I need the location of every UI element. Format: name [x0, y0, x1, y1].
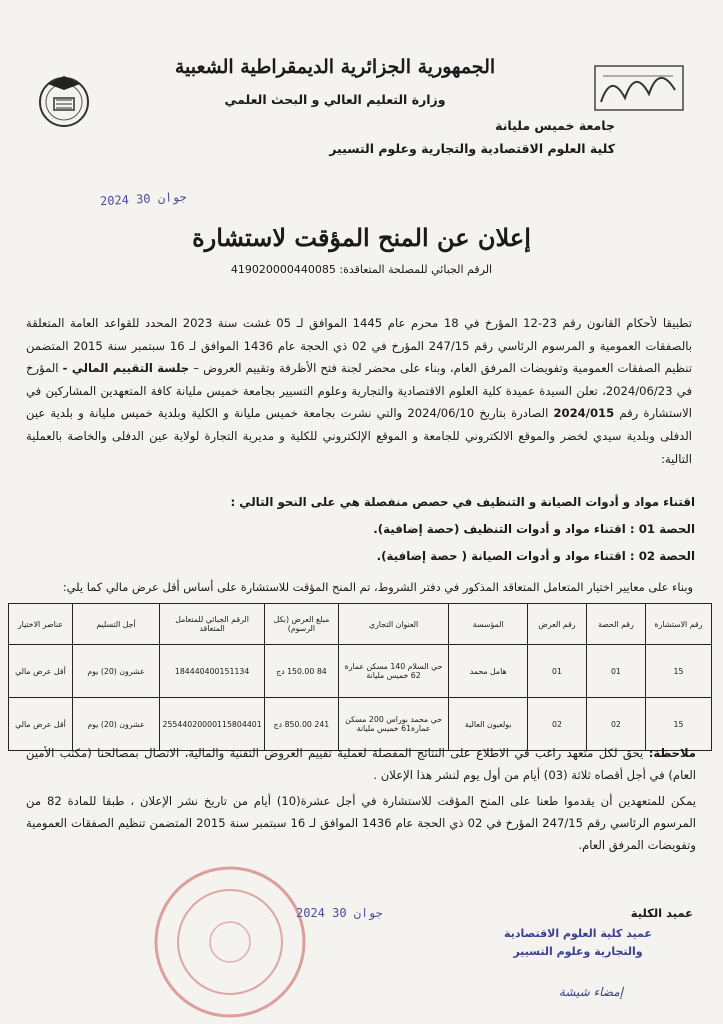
republic-heading: الجمهورية الجزائرية الديمقراطية الشعبية	[174, 56, 496, 78]
university-name: جامعة خميس مليانة	[495, 118, 615, 133]
body-text-1: تطبيقا لأحكام القانون رقم 23-12 المؤرخ في 18 محرم عام 1445 الموافق لـ 05 غشت سنة 2023 المحدد للقواعد العامة المتعلقة بالصفقات العمومية و المرسوم الرئاسي رقم 247/15 المؤرخ في 02 ذي الحجة عام 1436 الموافق لـ 16 سبتمبر سنة 2015 المتضمن تنظيم الصفقات العمومية وتفويضات المرفق العام، وبناء على محضر لجنة فتح الأظرفة وتقييم العروض –	[26, 316, 693, 376]
award-table	[8, 603, 712, 751]
body-text-3: الصادرة بتاريخ 2024/06/10 والتي نشرت بجامعة خميس مليانة و الكلية وبلدية خميس مليانة و بلدية عين الدفلى وبلدية سيدي لخضر والموقع الالكتروني للجامعة و الموقع الإلكتروني للكلية و مديرية التجارة لولاية عين الدفلى والخاصة بالعملية التالية:	[26, 406, 692, 466]
tax-id: الرقم الجبائي للمصلحة المتعاقدة: 419020000440085	[230, 263, 493, 276]
table-cell: 15	[645, 698, 711, 751]
table-cell: 184440400151134	[160, 645, 265, 698]
table-cell: 01	[527, 645, 586, 698]
table-cell: عشرون (20) يوم	[72, 698, 159, 751]
dean-stamp	[493, 925, 663, 961]
table-row	[9, 645, 712, 698]
ministry-logo-icon	[34, 70, 94, 130]
lot-2: الحصة 02 : اقتناء مواد و أدوات الصيانة ( حصة إضافية).	[376, 549, 695, 563]
body-text-2: المؤرخ في 2024/06/23، تعلن السيدة عميدة كلية العلوم الاقتصادية والتجارية وعلوم التسيير بجامعة خميس مليانة كافة المتعهدين المشاركين في الاستشارة رقم	[26, 361, 693, 421]
dean-stamp-line-1: عميد كلية العلوم الاقتصادية	[504, 927, 652, 940]
lot-1: الحصة 01 : اقتناء مواد و أدوات التنظيف (حصة إضافية).	[373, 522, 695, 536]
table-cell: أقل عرض مالي	[9, 698, 73, 751]
table-header-row	[9, 604, 712, 645]
table-cell: 01	[586, 645, 645, 698]
table-header: رقم العرض	[527, 604, 586, 645]
table-cell: بولعيون العالية	[449, 698, 528, 751]
table-cell: عشرون (20) يوم	[72, 645, 159, 698]
table-cell: حي محمد بوراس 200 مسكن عمارة61 خميس مليانة	[338, 698, 449, 751]
table-header: العنوان التجاري	[338, 604, 449, 645]
table-header: مبلغ العرض (بكل الرسوم)	[265, 604, 339, 645]
table-cell: 15	[645, 645, 711, 698]
date-stamp: 2024 جوان 30	[99, 189, 188, 209]
table-cell: 84 150.00 دج	[265, 645, 339, 698]
dean-stamp-line-2: والتجارية وعلوم التسيير	[513, 945, 643, 958]
announcement-body	[26, 312, 692, 470]
university-logo-icon	[593, 64, 685, 112]
notes-section	[26, 742, 696, 860]
faculty-seal-icon	[150, 862, 310, 1022]
signature-title: عميد الكلية	[630, 906, 693, 920]
table-cell: 25544020000115804401	[160, 698, 265, 751]
note-text-1: يحق لكل متعهد راغب في الاطلاع على النتائج المفصلة لعملية تقييم العروض التقنية والمالية، الاتصال بمصالحنا (مكتب الأمين العام) في أجل أقصاه ثلاثة (03) أيام من أول يوم لنشر هذا الإعلان .	[26, 746, 696, 782]
page-title: إعلان عن المنح المؤقت لاستشارة	[192, 223, 531, 252]
ministry-heading: وزارة التعليم العالي و البحث العلمي	[224, 92, 446, 107]
table-cell: هامل محمد	[449, 645, 528, 698]
table-header: عناصر الاختيار	[9, 604, 73, 645]
table-header: المؤسسة	[449, 604, 528, 645]
consultation-number: 2024/015	[553, 406, 615, 421]
table-header: رقم الاستشارة	[645, 604, 711, 645]
operation-heading: اقتناء مواد و أدوات الصيانة و التنظيف في حصص منفصلة هي على النحو التالي :	[230, 495, 695, 509]
body-paragraph	[26, 312, 692, 470]
table-header: رقم الحصة	[586, 604, 645, 645]
faculty-name: كلية العلوم الاقتصادية والتجارية وعلوم التسيير	[329, 141, 615, 156]
table-cell: حي السلام 140 مسكن عمارة 62 خميس مليانة	[338, 645, 449, 698]
table-cell: 02	[527, 698, 586, 751]
evaluation-session: جلسة التقييم المالي -	[62, 361, 190, 376]
table-cell: 02	[586, 698, 645, 751]
table-header: أجل التسليم	[72, 604, 159, 645]
table-header: الرقم الجبائي للمتعامل المتعاقد	[160, 604, 265, 645]
date-stamp-bottom: 2024 جوان 30	[296, 906, 383, 920]
signer-name: إمضاء شيشة	[558, 985, 623, 999]
table-cell: أقل عرض مالي	[9, 645, 73, 698]
table-cell: 241 850.00 دج	[265, 698, 339, 751]
note-label: ملاحظة:	[648, 746, 696, 760]
note-paragraph-1	[26, 742, 696, 786]
note-text-2: يمكن للمتعهدين أن يقدموا طعنا على المنح المؤقت للاستشارة في أجل عشرة(10) أيام من تاريخ نشر الإعلان ، طبقا للمادة 82 من المرسوم الرئاسي رقم 247/15 المؤرخ في 02 ذي الحجة عام 1436 الموافق لـ 16 سبتمبر سنة 2015 المتضمن تنظيم الصفقات العمومية وتفويضات المرفق العام.	[26, 794, 697, 852]
award-intro: وبناء على معايير اختيار المتعامل المتعاقد المذكور في دفتر الشروط، تم المنح المؤقت للاستشارة على أساس أقل عرض مالي كما يلي:	[62, 580, 693, 594]
